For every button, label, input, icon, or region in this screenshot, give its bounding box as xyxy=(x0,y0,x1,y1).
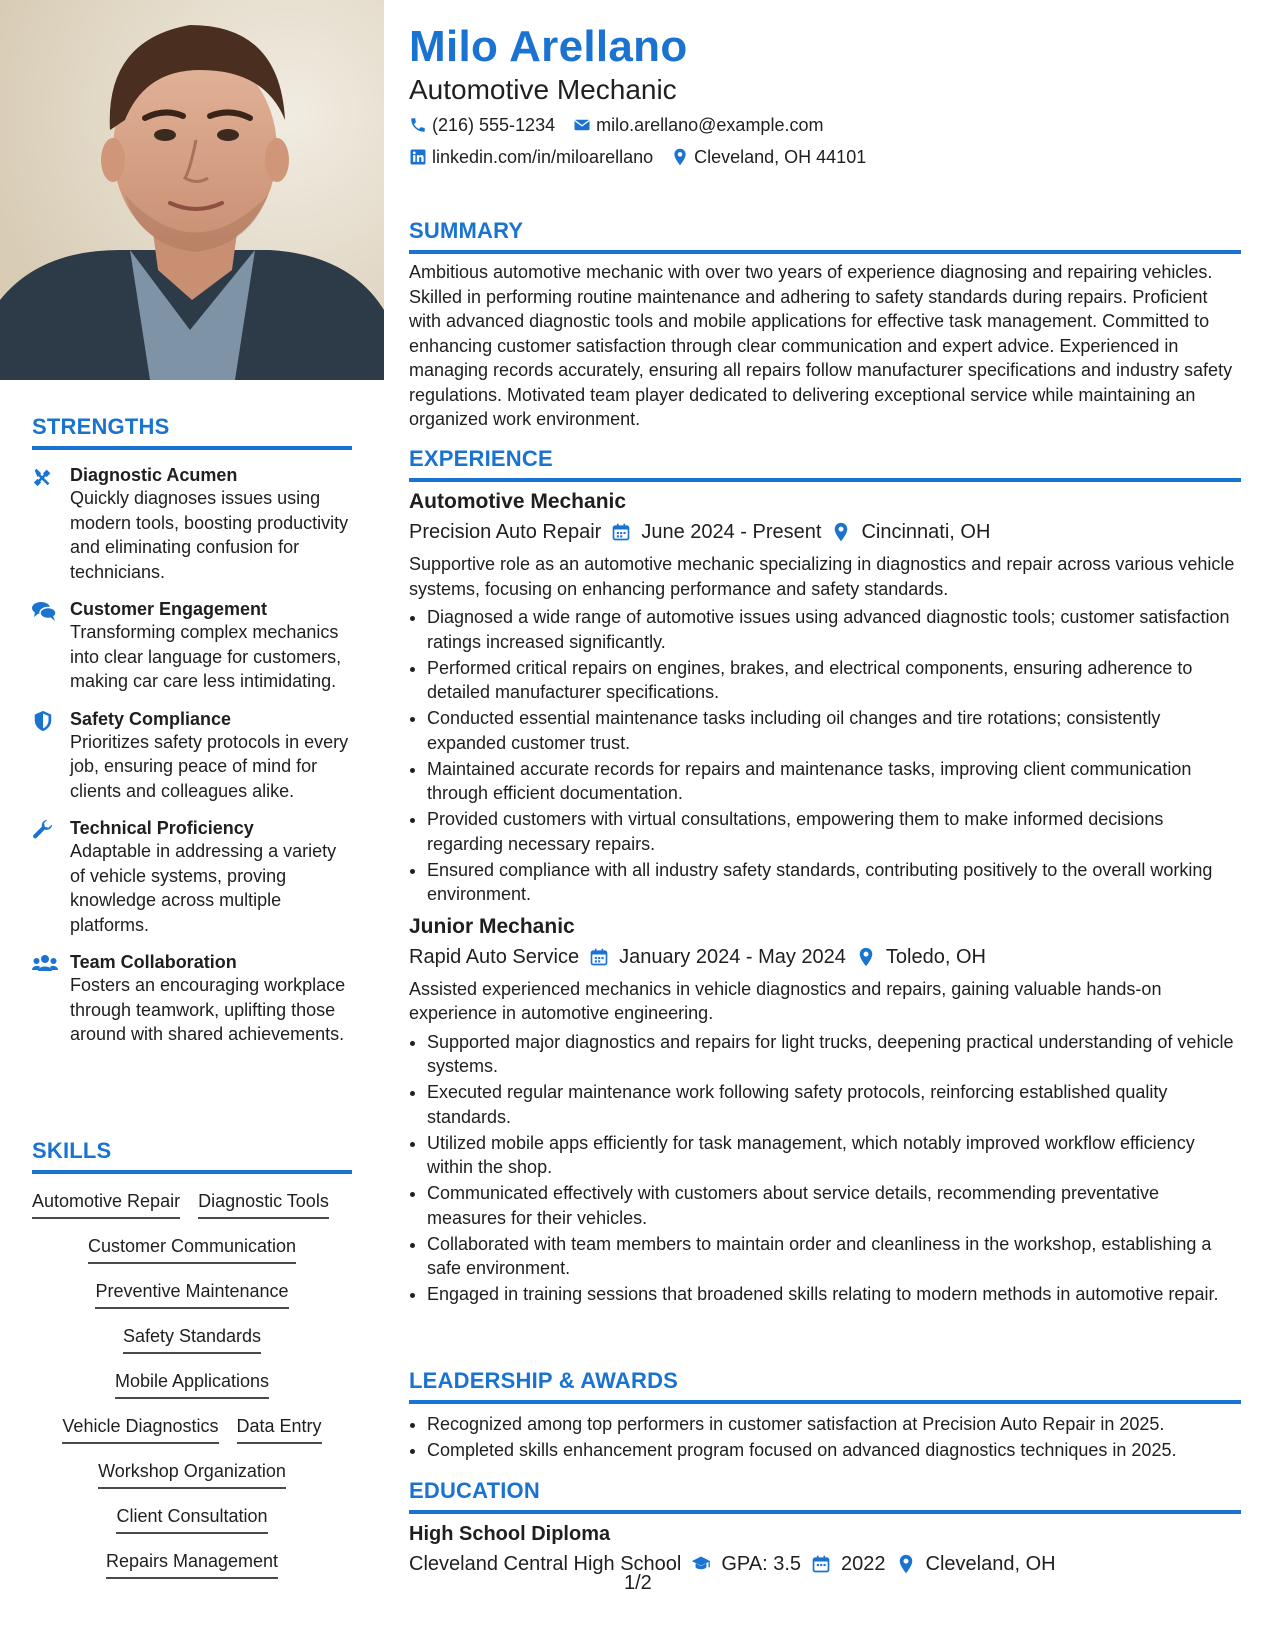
leadership-bullets xyxy=(409,1412,1241,1463)
contact-line xyxy=(409,113,866,137)
profile-photo xyxy=(0,0,384,380)
skills-heading: SKILLS xyxy=(32,1138,352,1174)
skill-tag: Diagnostic Tools xyxy=(198,1188,329,1219)
company-name: Precision Auto Repair xyxy=(409,521,602,543)
job-title: Junior Mechanic xyxy=(409,914,575,938)
skill-tag: Data Entry xyxy=(237,1413,322,1444)
leadership-section xyxy=(409,1368,1241,1464)
strength-item xyxy=(32,598,352,694)
skill-tag: Workshop Organization xyxy=(98,1458,286,1489)
map-pin-icon xyxy=(896,1554,916,1574)
strength-description: Adaptable in addressing a variety of vehicle systems, proving knowledge across multiple platforms. xyxy=(70,841,337,935)
skill-tag: Automotive Repair xyxy=(32,1188,180,1219)
strength-item xyxy=(32,817,352,937)
strength-item xyxy=(32,708,352,804)
linkedin-text: linkedin.com/in/miloarellano xyxy=(432,147,654,167)
bullet-item: • Provided customers with virtual consultations, empowering them to make informed decisions regarding necessary repairs. xyxy=(427,807,1241,856)
email-contact[interactable] xyxy=(573,113,823,137)
bullet-item: • Collaborated with team members to maintain order and cleanliness in the workshop, establishing a safe environment. xyxy=(427,1232,1241,1281)
graduation-year: 2022 xyxy=(841,1553,886,1575)
bullet-item: • Executed regular maintenance work following safety protocols, reinforcing established quality standards. xyxy=(427,1080,1241,1129)
left-column xyxy=(0,0,384,1650)
strength-title: Technical Proficiency xyxy=(70,818,254,838)
bullet-item: • Supported major diagnostics and repairs for light trucks, deepening practical understanding of vehicle systems. xyxy=(427,1030,1241,1079)
email-text: milo.arellano@example.com xyxy=(596,115,824,135)
bullet-item: • Performed critical repairs on engines, brakes, and electrical components, ensuring adherence to detailed manufacturer specifications. xyxy=(427,656,1241,705)
map-pin-icon xyxy=(856,947,876,967)
location-contact xyxy=(671,145,866,169)
skills-row xyxy=(32,1413,352,1444)
skills-row xyxy=(32,1458,352,1489)
bullet-item: • Conducted essential maintenance tasks including oil changes and tire rotations; consistently expanded customer trust. xyxy=(427,706,1241,755)
calendar-icon xyxy=(811,1554,831,1574)
strengths-heading: STRENGTHS xyxy=(32,414,352,450)
strength-description: Quickly diagnoses issues using modern tools, boosting productivity and eliminating confusion for technicians. xyxy=(70,488,349,582)
job-location: Toledo, OH xyxy=(885,945,986,968)
education-heading: EDUCATION xyxy=(409,1478,1241,1514)
job-dates: June 2024 - Present xyxy=(641,521,822,543)
strength-title: Team Collaboration xyxy=(70,952,237,972)
skills-row xyxy=(32,1368,352,1399)
users-icon xyxy=(32,953,56,975)
skill-tag: Preventive Maintenance xyxy=(95,1278,288,1309)
job-dates: January 2024 - May 2024 xyxy=(619,945,846,968)
skills-row xyxy=(32,1503,352,1534)
job-entry xyxy=(409,913,1241,1307)
experience-section xyxy=(409,446,1241,1308)
bullet-item: • Recognized among top performers in customer satisfaction at Precision Auto Repair in 2025. xyxy=(427,1412,1241,1437)
bullet-item: • Diagnosed a wide range of automotive issues using advanced diagnostic tools; customer satisfaction ratings increased significantly. xyxy=(427,605,1241,654)
bullet-item: • Ensured compliance with all industry safety standards, contributing positively to the overall working environment. xyxy=(427,858,1241,907)
job-bullets xyxy=(409,605,1241,907)
bullet-item: • Maintained accurate records for repairs and maintenance tasks, improving client communication through efficient documentation. xyxy=(427,757,1241,806)
candidate-name: Milo Arellano xyxy=(409,22,688,71)
strength-description: Fosters an encouraging workplace through teamwork, uplifting those around with shared achievements. xyxy=(70,975,346,1044)
strength-title: Safety Compliance xyxy=(70,708,232,729)
skill-tag: Repairs Management xyxy=(106,1548,278,1579)
job-description: Supportive role as an automotive mechanic specializing in diagnostics and repair across various vehicle systems, focusing on enhancing performance and safety standards. xyxy=(409,554,1235,599)
job-location: Cincinnati, OH xyxy=(861,521,991,543)
job-meta xyxy=(409,943,1241,971)
tools-icon xyxy=(32,466,56,488)
contact-info xyxy=(409,113,866,177)
job-title: Automotive Mechanic xyxy=(409,490,627,513)
strength-title: Customer Engagement xyxy=(70,599,268,619)
skill-tag: Client Consultation xyxy=(116,1503,267,1534)
gpa-text: GPA: 3.5 xyxy=(721,1553,802,1575)
bullet-item: • Engaged in training sessions that broadened skills relating to modern methods in automotive repair. xyxy=(427,1282,1241,1307)
experience-heading: EXPERIENCE xyxy=(409,446,1241,482)
skills-section xyxy=(32,1138,352,1579)
graduation-cap-icon xyxy=(691,1554,711,1574)
envelope-icon xyxy=(573,116,591,134)
phone-text: (216) 555-1234 xyxy=(432,115,556,135)
candidate-role: Automotive Mechanic xyxy=(409,74,677,105)
calendar-icon xyxy=(611,522,631,542)
strength-item xyxy=(32,951,352,1047)
page-number: 1/2 xyxy=(624,1572,652,1594)
bullet-item: • Completed skills enhancement program focused on advanced diagnostics techniques in 2025. xyxy=(427,1438,1241,1463)
location-text: Cleveland, OH 44101 xyxy=(694,147,867,167)
strength-description: Prioritizes safety protocols in every job, ensuring peace of mind for clients and colleagues alike. xyxy=(70,731,349,801)
map-pin-icon xyxy=(831,522,851,542)
education-location: Cleveland, OH xyxy=(925,1553,1056,1575)
skill-tag: Customer Communication xyxy=(88,1233,296,1264)
wrench-icon xyxy=(32,819,56,841)
leadership-heading: LEADERSHIP & AWARDS xyxy=(409,1368,1241,1404)
job-meta xyxy=(409,518,1241,546)
summary-text: Ambitious automotive mechanic with over two years of experience diagnosing and repairing vehicles. Skilled in performing routine maintenance and adhering to safety standards during repairs. Proficient with advanced diagnostic tools and mobile applications for effective task management. Committed to enhancing customer satisfaction through clear communication and expert advice. Experienced in managing records accurately, ensuring all repairs follow manufacturer specifications and industry safety regulations. Motivated team player dedicated to delivering exceptional service while maintaining an organized work environment. xyxy=(409,262,1233,429)
job-entry xyxy=(409,488,1241,907)
skills-row xyxy=(32,1233,352,1264)
strengths-section xyxy=(32,414,352,1047)
phone-icon xyxy=(409,116,427,134)
job-description: Assisted experienced mechanics in vehicle diagnostics and repairs, gaining valuable hands-on experience in automotive engineering. xyxy=(409,978,1162,1023)
degree-title: High School Diploma xyxy=(409,1523,611,1545)
school-name: Cleveland Central High School xyxy=(409,1553,682,1575)
bullet-item: • Communicated effectively with customers about service details, recommending preventative measures for their vehicles. xyxy=(427,1181,1241,1230)
linkedin-contact[interactable] xyxy=(409,145,653,169)
skill-tag: Mobile Applications xyxy=(115,1368,269,1399)
summary-heading: SUMMARY xyxy=(409,218,1241,254)
phone-contact[interactable] xyxy=(409,113,555,137)
comments-icon xyxy=(32,600,56,622)
skill-tag: Vehicle Diagnostics xyxy=(62,1413,218,1444)
skills-row xyxy=(32,1188,352,1219)
contact-line xyxy=(409,145,866,169)
strength-description: Transforming complex mechanics into clear language for customers, making car care less intimidating. xyxy=(70,622,342,691)
map-pin-icon xyxy=(671,148,689,166)
company-name: Rapid Auto Service xyxy=(409,945,580,968)
skills-row xyxy=(32,1323,352,1354)
education-meta xyxy=(409,1550,1241,1578)
skills-row xyxy=(32,1278,352,1309)
strength-item xyxy=(32,464,352,584)
linkedin-icon xyxy=(409,148,427,166)
strength-title: Diagnostic Acumen xyxy=(70,465,238,485)
skills-row xyxy=(32,1548,352,1579)
shield-icon xyxy=(32,710,56,732)
job-bullets xyxy=(409,1030,1241,1307)
skill-tag: Safety Standards xyxy=(123,1323,261,1354)
summary-section xyxy=(409,218,1241,432)
education-section xyxy=(409,1478,1241,1578)
calendar-icon xyxy=(589,947,609,967)
bullet-item: • Utilized mobile apps efficiently for task management, which notably improved workflow efficiency within the shop. xyxy=(427,1131,1241,1180)
